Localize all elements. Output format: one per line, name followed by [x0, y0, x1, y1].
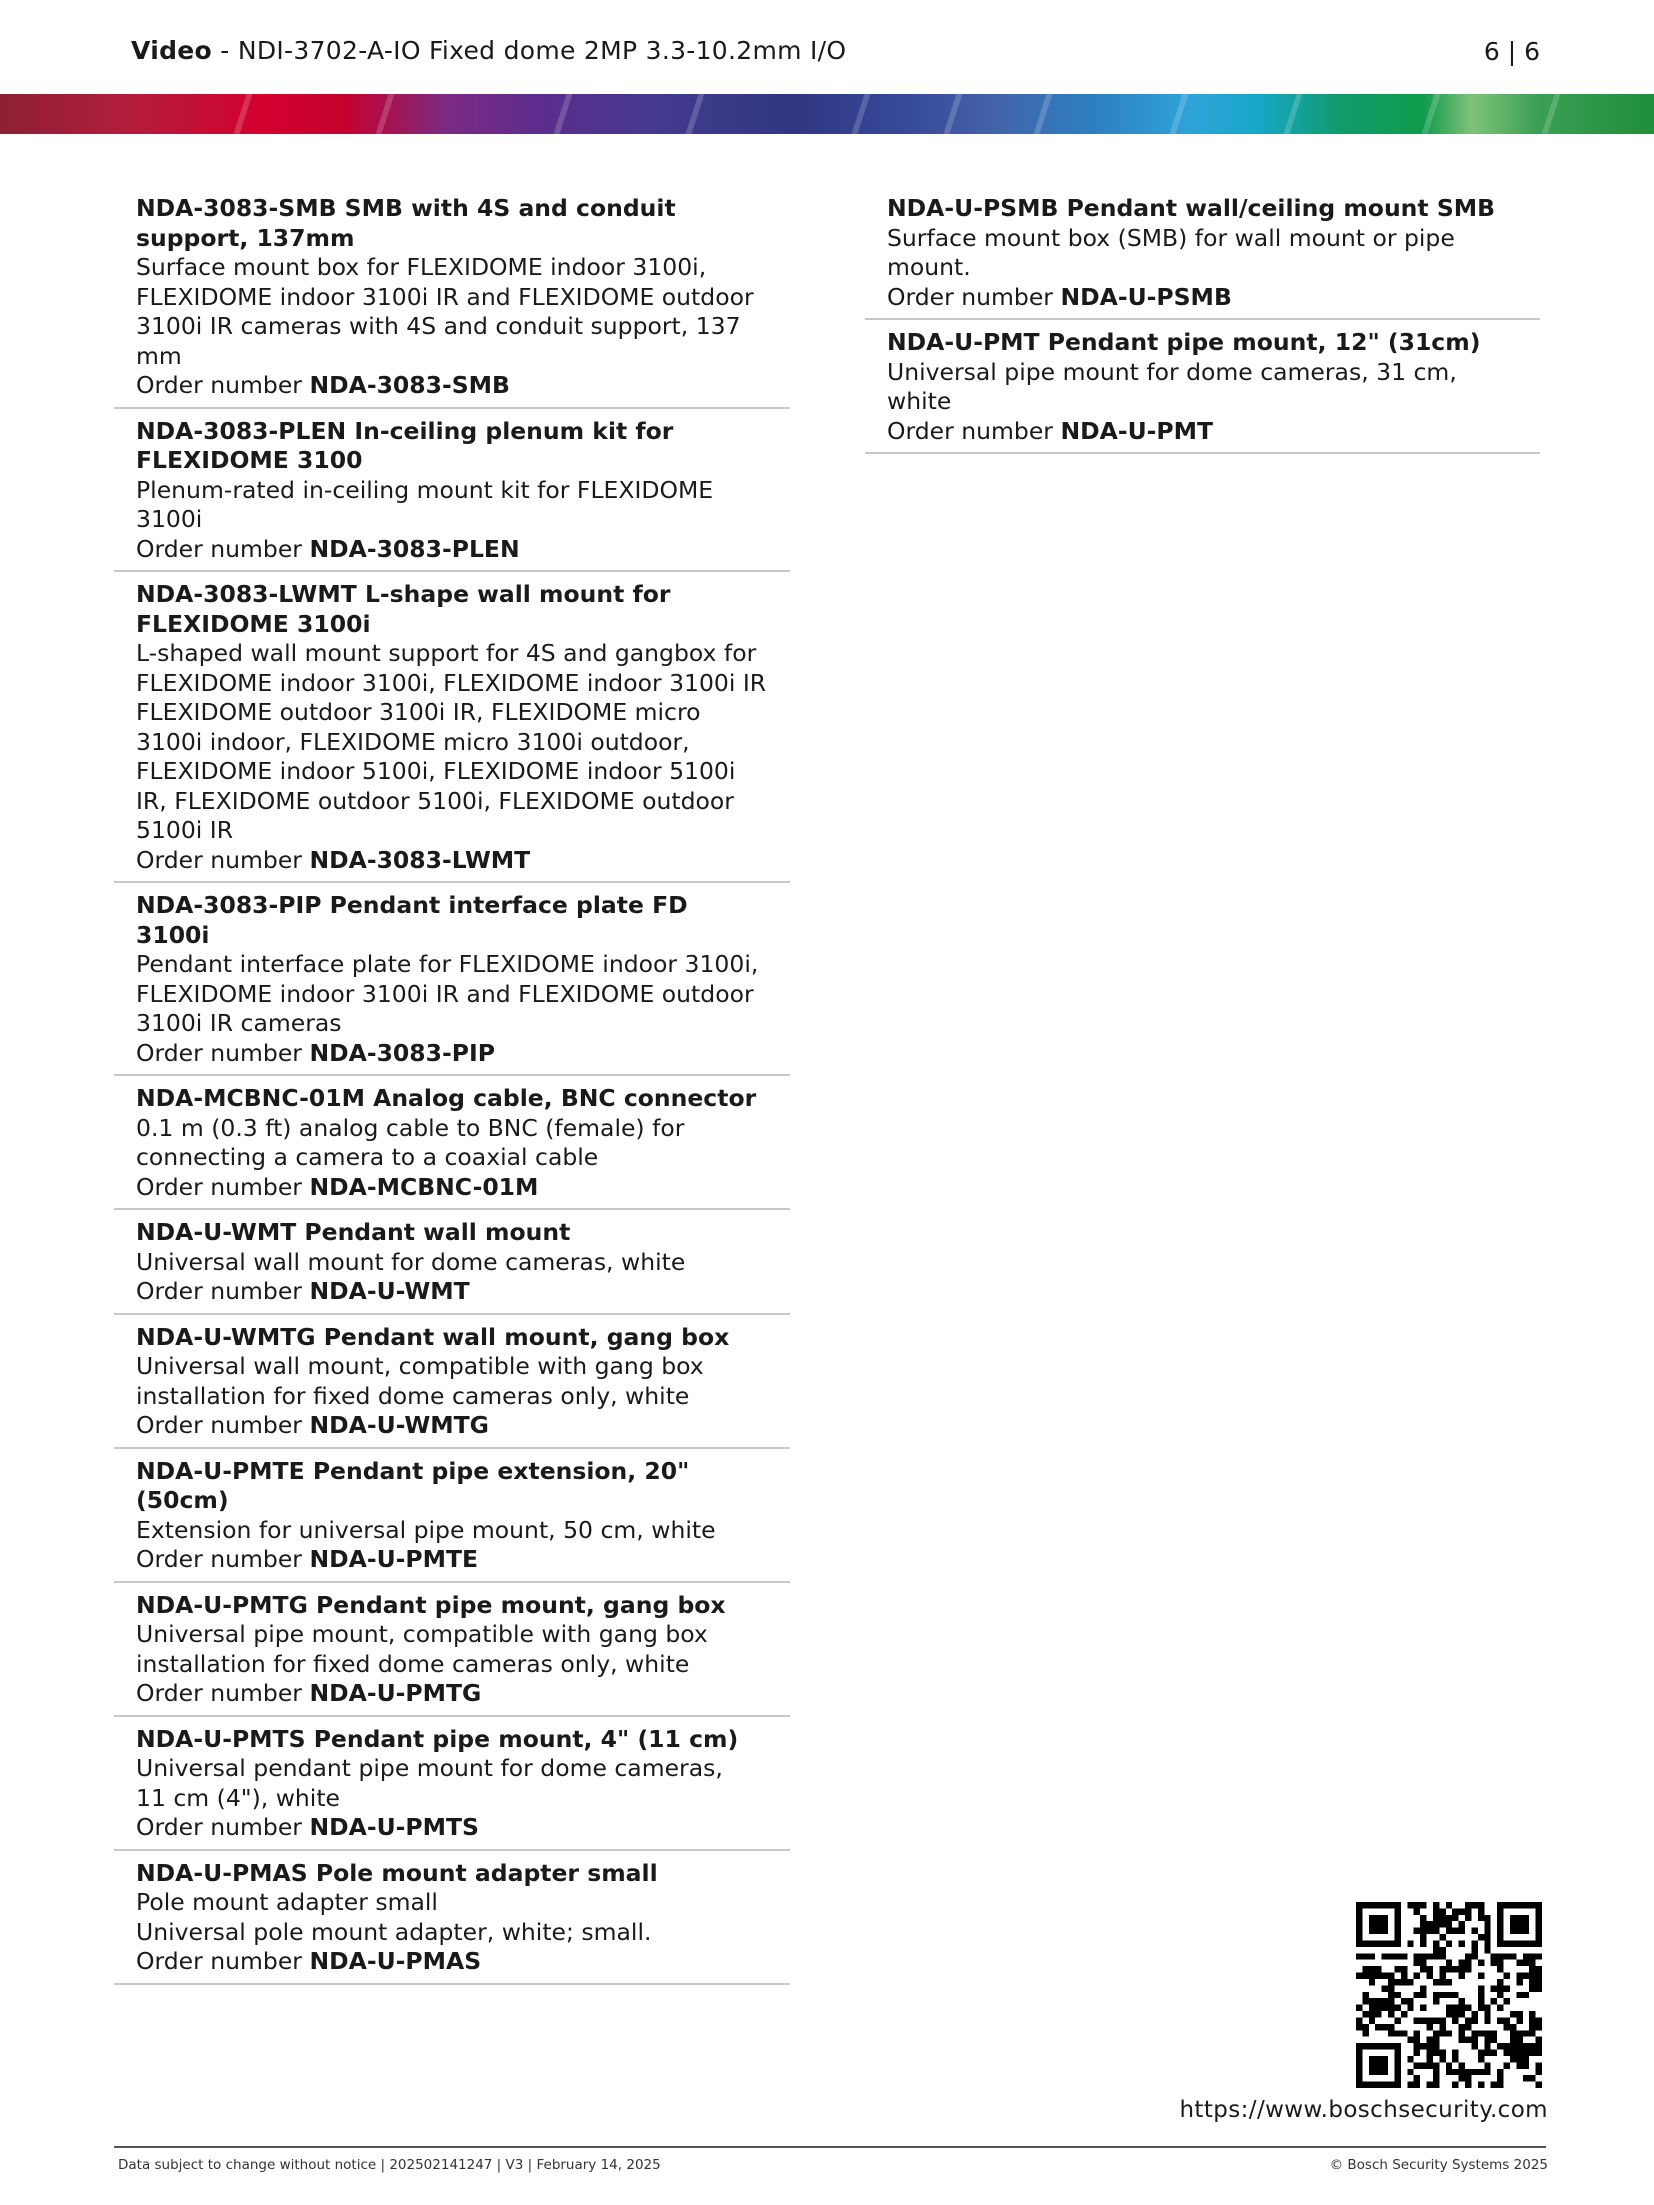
band-separator	[1034, 94, 1053, 134]
order-number-line	[136, 1039, 768, 1069]
order-number: NDA-U-PMTE	[309, 1545, 479, 1573]
accessory-description: Universal pipe mount, compatible with gang box installation for fixed dome cameras only, white	[136, 1620, 708, 1678]
accessory-item	[114, 409, 790, 573]
accessory-item	[114, 883, 790, 1076]
order-number-line	[136, 371, 768, 401]
band-separator	[1542, 94, 1561, 134]
accessory-title: NDA-U-PMTS Pendant pipe mount, 4" (11 cm)	[136, 1724, 739, 1753]
order-number-line	[136, 1411, 768, 1441]
accessory-title: NDA-U-PSMB Pendant wall/ceiling mount SMB	[887, 194, 1496, 222]
order-number-label: Order number	[136, 1947, 310, 1975]
page-header	[0, 0, 1654, 94]
footer-notice: Data subject to change without notice | 202502141247 | V3 | February 14, 2025	[118, 2157, 661, 2173]
order-number-label: Order number	[136, 1277, 310, 1305]
order-number-line	[136, 1277, 768, 1307]
order-number-line	[887, 417, 1518, 447]
order-number-label: Order number	[887, 282, 1061, 311]
order-number-label: Order number	[136, 1545, 310, 1573]
accessory-item	[114, 1717, 790, 1851]
accessory-description: Pendant interface plate for FLEXIDOME indoor 3100i, FLEXIDOME indoor 3100i IR and FLEXIDOME outdoor 3100i IR cameras	[136, 950, 759, 1037]
accessory-description: Extension for universal pipe mount, 50 cm, white	[136, 1515, 716, 1544]
accessory-title: NDA-U-PMTE Pendant pipe extension, 20" (50cm)	[136, 1456, 690, 1514]
accessories-list-left	[114, 190, 790, 1985]
document-title	[131, 36, 846, 65]
order-number: NDA-3083-LWMT	[309, 845, 531, 874]
order-number-label: Order number	[136, 1813, 310, 1841]
order-number-line	[887, 283, 1518, 313]
order-number: NDA-3083-PIP	[309, 1038, 495, 1067]
band-separator	[1422, 94, 1441, 134]
accessory-item	[865, 320, 1540, 454]
document-product-name: - NDI-3702-A-IO Fixed dome 2MP 3.3-10.2mm I/O	[212, 36, 847, 65]
order-number-line	[136, 1813, 768, 1843]
accessory-description: L-shaped wall mount support for 4S and gangbox for FLEXIDOME indoor 3100i, FLEXIDOME indoor 3100i IR FLEXIDOME outdoor 3100i IR, FLEXIDOME micro 3100i indoor, FLEXIDOME micro 3100i outdoor, FLEXIDOME indoor 5100i, FLEXIDOME indoor 5100i IR, FLEXIDOME outdoor 5100i, FLEXIDOME outdoor 5100i IR	[136, 639, 767, 844]
accessory-item	[114, 1076, 790, 1210]
order-number-line	[136, 1173, 768, 1203]
accessory-title: NDA-U-PMT Pendant pipe mount, 12" (31cm)	[887, 328, 1481, 356]
order-number-label: Order number	[136, 845, 310, 874]
footer-copyright: © Bosch Security Systems 2025	[1329, 2157, 1548, 2173]
accessory-item	[114, 1315, 790, 1449]
order-number-line	[136, 1679, 768, 1709]
order-number-label: Order number	[136, 534, 310, 563]
accessory-description: Universal wall mount for dome cameras, white	[136, 1247, 686, 1276]
accessory-item	[114, 1583, 790, 1717]
order-number-line	[136, 1947, 768, 1977]
order-number: NDA-U-PMTS	[309, 1813, 479, 1841]
order-number: NDA-U-PMAS	[309, 1947, 482, 1975]
band-separator	[376, 94, 395, 134]
accessory-title: NDA-3083-PLEN In-ceiling plenum kit for FLEXIDOME 3100	[136, 416, 674, 474]
accessory-description: Surface mount box for FLEXIDOME indoor 3100i, FLEXIDOME indoor 3100i IR and FLEXIDOME outdoor 3100i IR cameras with 4S and conduit support, 137 mm	[136, 253, 754, 370]
accessory-item	[114, 190, 790, 409]
accessory-description: Universal pendant pipe mount for dome cameras, 11 cm (4"), white	[136, 1754, 723, 1812]
accessory-item	[865, 190, 1540, 320]
accessory-title: NDA-U-PMAS Pole mount adapter small	[136, 1858, 658, 1887]
accessory-item	[114, 1851, 790, 1985]
order-number: NDA-U-WMTG	[309, 1411, 489, 1439]
band-separator	[944, 94, 963, 134]
website-link[interactable]: https://www.boschsecurity.com	[1179, 2097, 1548, 2123]
accessory-description: Pole mount adapter small Universal pole mount adapter, white; small.	[136, 1888, 652, 1946]
accessory-title: NDA-3083-SMB SMB with 4S and conduit support, 137mm	[136, 194, 676, 252]
band-separator	[554, 94, 573, 134]
accessory-title: NDA-3083-LWMT L-shape wall mount for FLEXIDOME 3100i	[136, 580, 671, 638]
accessory-title: NDA-U-PMTG Pendant pipe mount, gang box	[136, 1590, 726, 1619]
page-number: 6 | 6	[1483, 37, 1540, 66]
order-number: NDA-MCBNC-01M	[309, 1172, 539, 1201]
accessory-title: NDA-U-WMTG Pendant wall mount, gang box	[136, 1322, 730, 1351]
accessory-description: 0.1 m (0.3 ft) analog cable to BNC (female) for connecting a camera to a coaxial cable	[136, 1113, 685, 1171]
accessory-description: Surface mount box (SMB) for wall mount or pipe mount.	[887, 223, 1455, 281]
order-number-label: Order number	[136, 1679, 310, 1707]
accessory-title: NDA-U-WMT Pendant wall mount	[136, 1218, 571, 1246]
brand-color-band	[0, 94, 1654, 134]
band-separator	[686, 94, 705, 134]
order-number: NDA-3083-PLEN	[309, 534, 520, 563]
band-separator	[852, 94, 871, 134]
accessory-description: Plenum-rated in-ceiling mount kit for FLEXIDOME 3100i	[136, 475, 714, 533]
accessory-description: Universal pipe mount for dome cameras, 31 cm, white	[887, 357, 1457, 415]
order-number: NDA-U-PSMB	[1060, 282, 1232, 311]
order-number-label: Order number	[136, 371, 310, 399]
accessory-title: NDA-MCBNC-01M Analog cable, BNC connector	[136, 1084, 757, 1112]
accessory-title: NDA-3083-PIP Pendant interface plate FD 3100i	[136, 891, 688, 949]
order-number-label: Order number	[887, 416, 1061, 445]
order-number-label: Order number	[136, 1411, 310, 1439]
document-category: Video	[131, 36, 213, 65]
accessory-item	[114, 1449, 790, 1583]
order-number: NDA-U-PMTG	[309, 1679, 482, 1707]
order-number: NDA-U-WMT	[309, 1277, 470, 1305]
band-separator	[234, 94, 253, 134]
order-number-line	[136, 1545, 768, 1575]
order-number-line	[136, 846, 768, 876]
qr-code-icon[interactable]	[1356, 1902, 1542, 2088]
order-number: NDA-3083-SMB	[309, 371, 510, 399]
footer-divider	[114, 2146, 1546, 2148]
band-separator	[1284, 94, 1303, 134]
order-number: NDA-U-PMT	[1060, 416, 1214, 445]
band-separator	[1170, 94, 1189, 134]
order-number-label: Order number	[136, 1172, 310, 1201]
accessory-item	[114, 1210, 790, 1315]
accessory-item	[114, 572, 790, 883]
order-number-line	[136, 535, 768, 565]
accessory-description: Universal wall mount, compatible with gang box installation for fixed dome cameras only, white	[136, 1352, 704, 1410]
accessories-list-right	[865, 190, 1540, 454]
order-number-label: Order number	[136, 1038, 310, 1067]
